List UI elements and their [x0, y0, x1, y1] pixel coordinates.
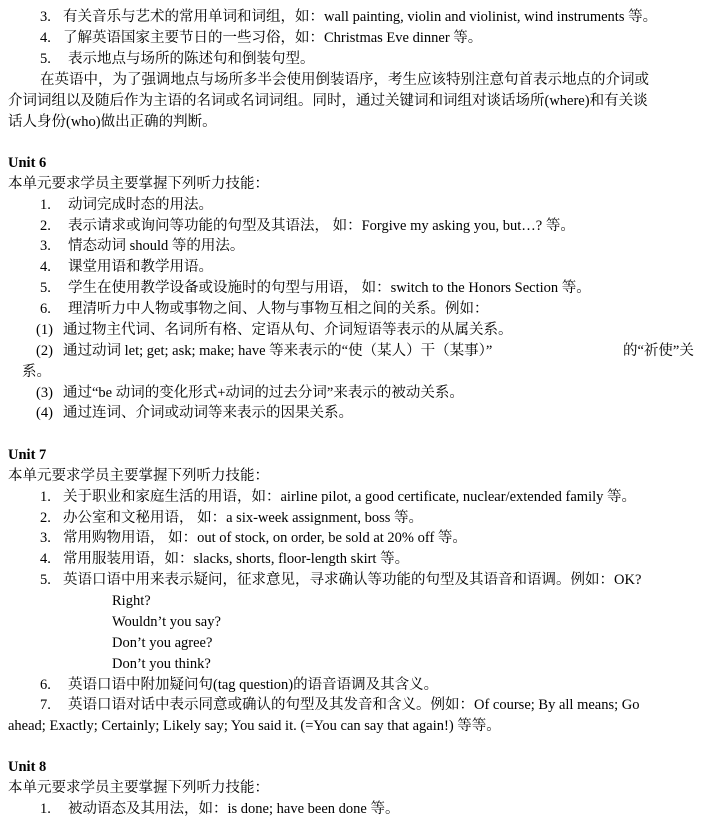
paragraph-line: 介词词组以及随后作为主语的名词或名词词组。同时，通过关键词和词组对谈话场所(where)和有关谈: [8, 93, 648, 109]
example-phrase: Right?: [112, 593, 151, 609]
sub-item: [0, 403, 712, 423]
sub-item: [0, 383, 712, 403]
item-number: 3.: [40, 530, 51, 546]
list-item: [0, 257, 712, 277]
item-text: 英语口语对话中表示同意或确认的句型及其发音和含义。例如：Of course; By all means; Go: [68, 697, 640, 713]
item-text: 关于职业和家庭生活的用语，如：airline pilot, a good certificate, nuclear/extended family 等。: [63, 489, 637, 505]
item-text: 动词完成时态的用法。: [68, 197, 213, 213]
item-text: 常用购物用语， 如：out of stock, on order, be sold at 20% off 等。: [63, 530, 467, 546]
item-number: 6.: [40, 677, 51, 693]
item-text: 英语口语中用来表示疑问，征求意见，寻求确认等功能的句型及其语音和语调。例如：OK?: [63, 572, 642, 588]
list-item: [0, 236, 712, 256]
list-item: [0, 28, 712, 48]
item-number: 3.: [40, 238, 51, 254]
item-text: 理清听力中人物或事物之间、人物与事物互相之间的关系。例如：: [68, 301, 489, 317]
unit-heading: Unit 8: [8, 759, 47, 775]
item-number: 1.: [40, 801, 51, 817]
list-item: [0, 49, 712, 69]
item-number: 3.: [40, 9, 51, 25]
item-text: 有关音乐与艺术的常用单词和词组，如：wall painting, violin and violinist, wind instruments 等。: [63, 9, 658, 25]
list-item: [0, 216, 712, 236]
sub-item-text-tail: 的“祈使”关: [623, 343, 694, 359]
unit-heading: Unit 6: [8, 155, 47, 171]
sub-item-number: (3): [36, 385, 53, 401]
item-text: 办公室和文秘用语， 如：a six-week assignment, boss 等。: [63, 510, 424, 526]
list-item: [0, 195, 712, 215]
unit-lead: 本单元要求学员主要掌握下列听力技能：: [8, 780, 269, 796]
item-number: 2.: [40, 510, 51, 526]
item-number: 1.: [40, 489, 51, 505]
paragraph-line: 话人身份(who)做出正确的判断。: [8, 114, 217, 130]
item-number: 6.: [40, 301, 51, 317]
unit-lead: 本单元要求学员主要掌握下列听力技能：: [8, 176, 269, 192]
paragraph-line: 在英语中，为了强调地点与场所多半会使用倒装语序，考生应该特别注意句首表示地点的介词或: [40, 72, 649, 88]
example-phrase: Wouldn’t you say?: [112, 614, 221, 630]
sub-item-text: 通过“be 动词的变化形式+动词的过去分词”来表示的被动关系。: [63, 385, 464, 401]
item-number: 2.: [40, 218, 51, 234]
item-text: 英语口语中附加疑问句(tag question)的语音语调及其含义。: [68, 677, 439, 693]
item-number: 7.: [40, 697, 51, 713]
item-number: 5.: [40, 572, 51, 588]
list-item: [0, 7, 712, 27]
sub-item-number: (1): [36, 322, 53, 338]
item-number: 5.: [40, 280, 51, 296]
unit-lead: 本单元要求学员主要掌握下列听力技能：: [8, 468, 269, 484]
list-item: [0, 528, 712, 548]
list-item: [0, 487, 712, 507]
sub-item: [0, 320, 712, 340]
list-item: [0, 278, 712, 298]
item-text: 常用服装用语，如：slacks, shorts, floor-length skirt 等。: [63, 551, 410, 567]
sub-item: [0, 341, 712, 361]
item-number: 4.: [40, 30, 51, 46]
sub-item-number: (2): [36, 343, 53, 359]
item-text: 了解英语国家主要节日的一些习俗，如：Christmas Eve dinner 等。: [63, 30, 483, 46]
item-number: 4.: [40, 259, 51, 275]
list-item-continuation: ahead; Exactly; Certainly; Likely say; You said it. (=You can say that again!) 等等。: [8, 718, 501, 734]
list-item: [0, 570, 712, 590]
list-item: [0, 695, 712, 715]
item-text: 情态动词 should 等的用法。: [68, 238, 245, 254]
example-phrase: Don’t you agree?: [112, 635, 213, 651]
sub-item-continuation: 系。: [22, 364, 51, 380]
list-item: [0, 675, 712, 695]
item-number: 4.: [40, 551, 51, 567]
item-text: 表示请求或询问等功能的句型及其语法， 如：Forgive my asking you, but…? 等。: [68, 218, 575, 234]
item-text: 学生在使用教学设备或设施时的句型与用语， 如：switch to the Honors Section 等。: [68, 280, 591, 296]
sub-item-number: (4): [36, 405, 53, 421]
unit-heading: Unit 7: [8, 447, 47, 463]
list-item: [0, 549, 712, 569]
item-number: 1.: [40, 197, 51, 213]
item-text: 表示地点与场所的陈述句和倒装句型。: [68, 51, 315, 67]
example-phrase: Don’t you think?: [112, 656, 211, 672]
sub-item-text: 通过连词、介词或动词等来表示的因果关系。: [63, 405, 353, 421]
item-text: 被动语态及其用法，如：is done; have been done 等。: [68, 801, 400, 817]
list-item: [0, 299, 712, 319]
sub-item-text: 通过物主代词、名词所有格、定语从句、介词短语等表示的从属关系。: [63, 322, 513, 338]
item-text: 课堂用语和教学用语。: [68, 259, 213, 275]
list-item: [0, 799, 712, 819]
item-number: 5.: [40, 51, 51, 67]
sub-item-text: 通过动词 let; get; ask; make; have 等来表示的“使（某人）干（某事）”: [63, 343, 493, 359]
list-item: [0, 508, 712, 528]
